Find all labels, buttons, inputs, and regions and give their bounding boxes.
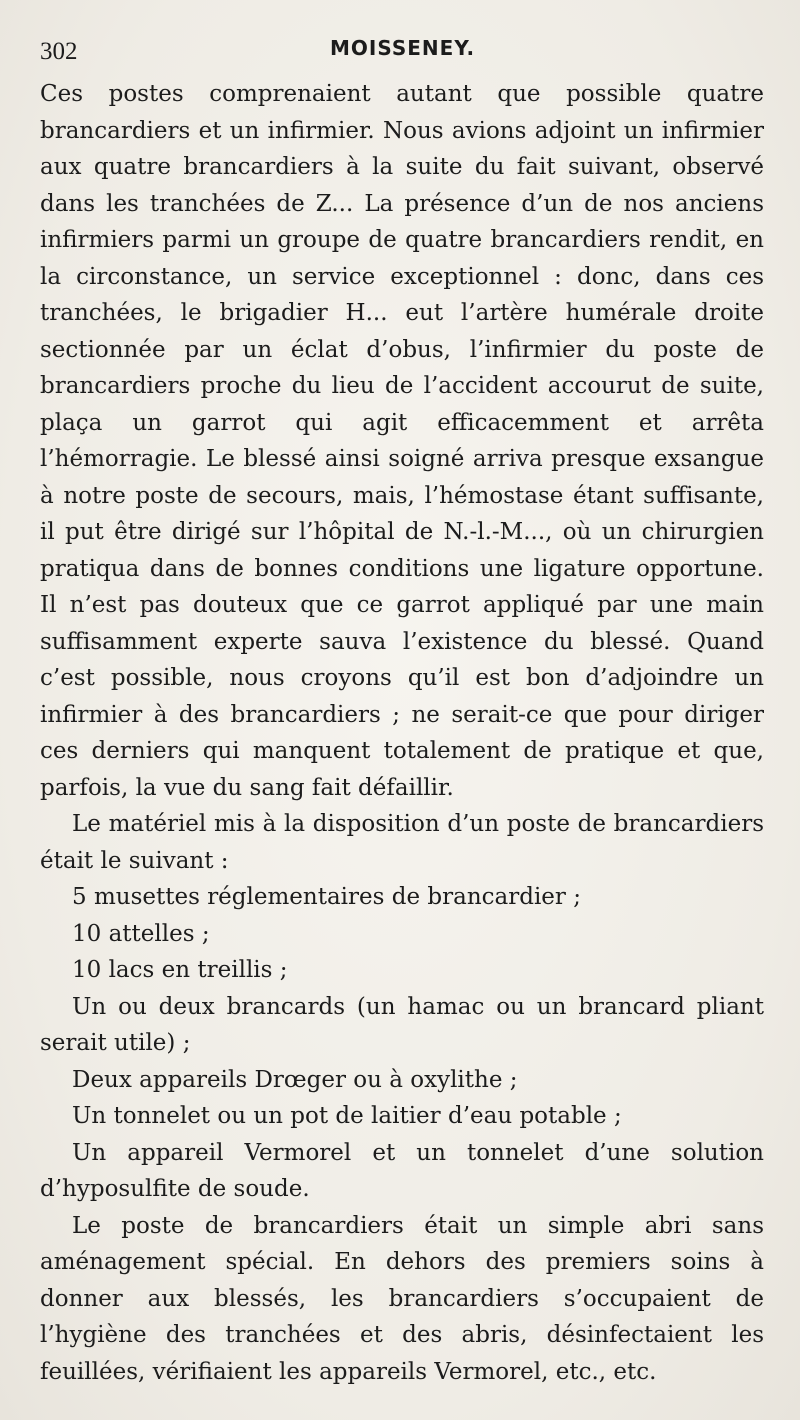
list-item: Un tonnelet ou un pot de laitier d’eau potable ;: [72, 1103, 622, 1129]
list-item: 10 lacs en treillis ;: [72, 957, 288, 983]
page-header: [40, 26, 760, 76]
materiel-list: [40, 879, 764, 1208]
list-item: 10 attelles ;: [72, 920, 210, 947]
list-item: Un ou deux brancards (un hamac ou un brancard pliant serait utile) ;: [40, 993, 764, 1056]
list-item: Deux appareils Drœger ou à oxylithe ;: [72, 1066, 518, 1093]
paragraph-2: Le matériel mis à la disposition d’un poste de brancardiers était le suivant :: [40, 811, 764, 874]
page-number: 302: [40, 38, 78, 65]
paragraph-1: Ces postes comprenaient autant que possible quatre brancardiers et un infirmier. Nous avions adjoint un infirmier aux quatre brancardiers à la suite du fait suivant, observé dans les tranchées de Z... La présence d’un de nos anciens infirmiers parmi un groupe de quatre brancardiers rendit, en la circonstance, un service exceptionnel : donc, dans ces tranchées, le brigadier H... eut l’artère humérale droite sectionnée par un éclat d’obus, l’infirmier du poste de brancardiers proche du lieu de l’accident accourut de suite, plaça un garrot qui agit efficacemment et arrêta l’hémorragie. Le blessé ainsi soigné arriva presque exsangue à notre poste de secours, mais, l’hémostase étant suffisante, il put être dirigé sur l’hôpital de N.-l.-M..., où un chirurgien pratiqua dans de bonnes conditions une ligature opportune. Il n’est pas douteux que ce garrot appliqué par une main suffisamment experte sauva l’existence du blessé. Quand c’est possible, nous croyons qu’il est bon d’adjoindre un infirmier à des brancardiers ; ne serait-ce que pour diriger ces derniers qui manquent totalement de pratique et que, parfois, la vue du sang fait défaillir.: [40, 81, 764, 801]
list-item: Un appareil Vermorel et un tonnelet d’une solution d’hyposulfite de soude.: [40, 1139, 764, 1202]
body-text: [40, 76, 764, 1390]
list-item: 5 musettes réglementaires de brancardier ;: [72, 884, 581, 910]
paragraph-3: Le poste de brancardiers était un simple abri sans aménagement spécial. En dehors des premiers soins à donner aux blessés, les brancardiers s’occupaient de l’hygiène des tranchées et des abris, désinfectaient les feuillées, vérifiaient les appareils Vermorel, etc., etc.: [40, 1212, 764, 1385]
running-head: MOISSENEY.: [330, 36, 476, 60]
